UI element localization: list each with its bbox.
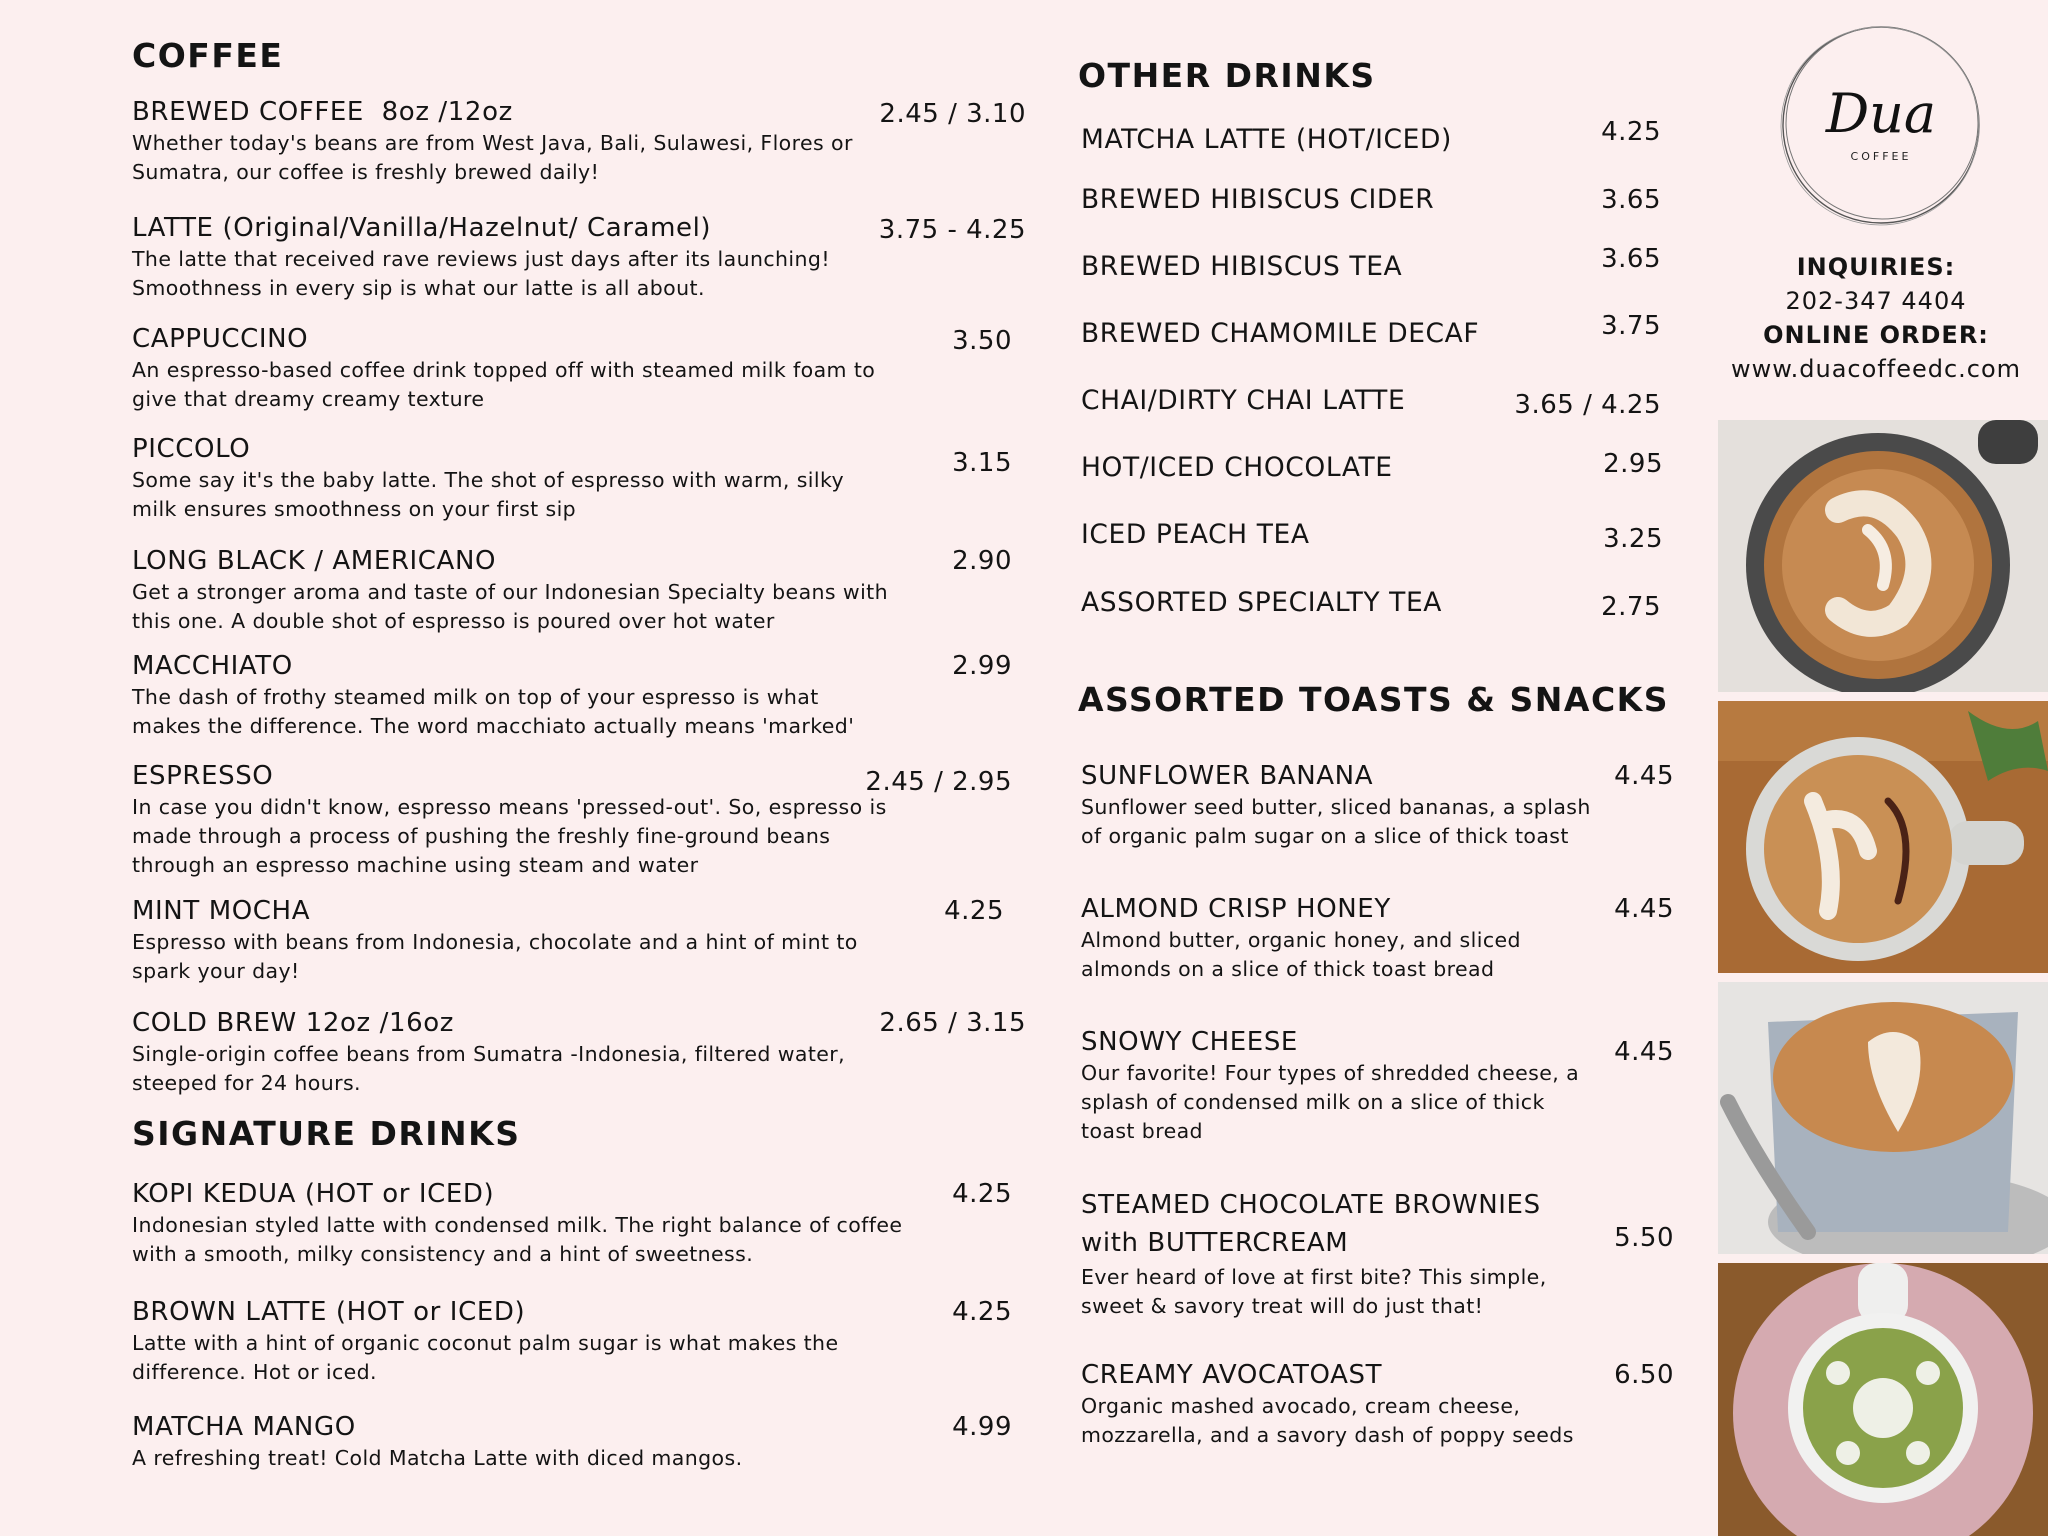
menu-item-hot-iced-chocolate xyxy=(1081,449,1663,484)
item-description: In case you didn't know, espresso means 'pressed-out'. So, espresso is made through a process of pushing the freshly fine-ground beans through an espresso machine using steam and water xyxy=(132,795,887,877)
item-description: A refreshing treat! Cold Matcha Latte with diced mangos. xyxy=(132,1446,743,1470)
other-drinks-section-title: OTHER DRINKS xyxy=(1078,56,1376,95)
item-name: BREWED COFFEE 8oz /12oz xyxy=(132,97,513,127)
item-price: 4.25 xyxy=(944,896,1004,926)
menu-item-matcha-mango xyxy=(132,1411,1026,1473)
item-description: Almond butter, organic honey, and sliced almonds on a slice of thick toast bread xyxy=(1081,928,1521,981)
item-description: The latte that received rave reviews just days after its launching! Smoothness in every sip is what our latte is all about. xyxy=(132,247,830,300)
item-description: Organic mashed avocado, cream cheese, mozzarella, and a savory dash of poppy seeds xyxy=(1081,1394,1574,1447)
menu-item-long-black xyxy=(132,545,1026,636)
website-link[interactable]: www.duacoffeedc.com xyxy=(1730,355,2022,383)
menu-item-chai xyxy=(1081,385,1661,420)
item-name: BREWED HIBISCUS CIDER xyxy=(1081,184,1435,215)
item-name: BREWED CHAMOMILE DECAF xyxy=(1081,318,1480,349)
item-description: Sunflower seed butter, sliced bananas, a splash of organic palm sugar on a slice of thick toast xyxy=(1081,795,1591,848)
item-name: MATCHA LATTE (HOT/ICED) xyxy=(1081,124,1452,155)
item-name: ICED PEACH TEA xyxy=(1081,519,1310,550)
menu-item-specialty-tea xyxy=(1081,587,1661,622)
item-name: HOT/ICED CHOCOLATE xyxy=(1081,452,1393,483)
phone-number[interactable]: 202-347 4404 xyxy=(1785,287,1967,315)
item-name: LATTE (Original/Vanilla/Hazelnut/ Caramel) xyxy=(132,213,712,243)
menu-item-mint-mocha xyxy=(132,895,1026,986)
item-description: Espresso with beans from Indonesia, chocolate and a hint of mint to spark your day! xyxy=(132,930,858,983)
item-description: The dash of frothy steamed milk on top of your espresso is what makes the difference. The word macchiato actually means 'marked' xyxy=(132,685,855,738)
item-price: 3.65 / 4.25 xyxy=(1514,390,1661,420)
latte-art-photo-2 xyxy=(1718,701,2048,973)
menu-item-cold-brew xyxy=(132,1007,1026,1098)
menu-item-brown-latte xyxy=(132,1296,1026,1387)
item-price: 3.25 xyxy=(1603,524,1663,554)
menu-item-chamomile xyxy=(1081,311,1661,350)
menu-item-sunflower-banana xyxy=(1081,760,1674,851)
item-price: 3.65 xyxy=(1601,185,1661,215)
item-description: Single-origin coffee beans from Sumatra -Indonesia, filtered water, steeped for 24 hours. xyxy=(132,1042,846,1095)
item-name: MACCHIATO xyxy=(132,651,293,681)
menu-item-iced-peach-tea xyxy=(1081,519,1663,554)
item-name: COLD BREW 12oz /16oz xyxy=(132,1008,454,1038)
signature-section-title: SIGNATURE DRINKS xyxy=(132,1114,521,1153)
item-name: BREWED HIBISCUS TEA xyxy=(1081,251,1403,282)
logo-subtext: COFFEE xyxy=(1850,150,1912,163)
item-price: 4.25 xyxy=(952,1179,1012,1209)
item-price: 2.65 / 3.15 xyxy=(879,1008,1026,1038)
coffee-section-title: COFFEE xyxy=(132,36,284,75)
item-price: 5.50 xyxy=(1614,1223,1674,1253)
menu-item-chocolate-brownies xyxy=(1081,1186,1674,1321)
item-price: 4.25 xyxy=(1601,117,1661,147)
item-description: Indonesian styled latte with condensed milk. The right balance of coffee with a smooth, milky consistency and a hint of sweetness. xyxy=(132,1213,903,1266)
item-price: 3.15 xyxy=(952,448,1012,478)
item-name: PICCOLO xyxy=(132,434,251,464)
menu-item-hibiscus-tea xyxy=(1081,244,1661,283)
menu-item-piccolo xyxy=(132,433,1026,524)
item-name: CREAMY AVOCATOAST xyxy=(1081,1360,1383,1390)
item-name: KOPI KEDUA (HOT or ICED) xyxy=(132,1179,495,1209)
snacks-section-title: ASSORTED TOASTS & SNACKS xyxy=(1078,680,1670,719)
item-price: 3.65 xyxy=(1601,244,1661,274)
item-price: 2.90 xyxy=(952,546,1012,576)
logo-wordmark: Dua xyxy=(1825,82,1937,145)
item-description: Our favorite! Four types of shredded cheese, a splash of condensed milk on a slice of thick toast bread xyxy=(1081,1061,1580,1143)
item-price: 3.75 - 4.25 xyxy=(878,215,1026,245)
latte-art-photo-3 xyxy=(1718,982,2048,1254)
inquiries-label: INQUIRIES: xyxy=(1796,253,1956,281)
menu-item-matcha-latte xyxy=(1081,117,1661,156)
item-name: MINT MOCHA xyxy=(132,896,311,926)
item-price: 4.45 xyxy=(1614,761,1674,791)
item-description: Some say it's the baby latte. The shot of espresso with warm, silky milk ensures smoothness on your first sip xyxy=(132,468,845,521)
item-name: ESPRESSO xyxy=(132,761,274,791)
item-name: SUNFLOWER BANANA xyxy=(1081,761,1374,791)
item-description: Whether today's beans are from West Java, Bali, Sulawesi, Flores or Sumatra, our coffee is freshly brewed daily! xyxy=(132,131,853,184)
item-name: ASSORTED SPECIALTY TEA xyxy=(1081,587,1443,618)
item-price: 2.45 / 2.95 xyxy=(865,767,1012,797)
item-price: 4.45 xyxy=(1614,1037,1674,1067)
matcha-latte-photo xyxy=(1718,1263,2048,1536)
item-name: BROWN LATTE (HOT or ICED) xyxy=(132,1297,526,1327)
dua-coffee-logo xyxy=(1778,22,1984,228)
menu-item-cappuccino xyxy=(132,323,1026,414)
item-name: CHAI/DIRTY CHAI LATTE xyxy=(1081,385,1406,416)
item-name: STEAMED CHOCOLATE BROWNIES with BUTTERCREAM xyxy=(1081,1190,1541,1258)
menu-item-snowy-cheese xyxy=(1081,1026,1674,1146)
item-description: Ever heard of love at first bite? This simple, sweet & savory treat will do just that! xyxy=(1081,1265,1547,1318)
item-price: 2.99 xyxy=(952,651,1012,681)
item-price: 4.99 xyxy=(952,1412,1012,1442)
item-price: 3.75 xyxy=(1601,311,1661,341)
item-price: 2.75 xyxy=(1601,592,1661,622)
item-description: Latte with a hint of organic coconut palm sugar is what makes the difference. Hot or iced. xyxy=(132,1331,839,1384)
item-name: CAPPUCCINO xyxy=(132,324,309,354)
item-price: 2.45 / 3.10 xyxy=(879,99,1026,129)
item-price: 4.25 xyxy=(952,1297,1012,1327)
item-price: 2.95 xyxy=(1603,449,1663,479)
online-order-label: ONLINE ORDER: xyxy=(1763,321,1989,349)
menu-item-latte xyxy=(132,212,1026,303)
menu-item-almond-crisp-honey xyxy=(1081,893,1674,984)
latte-art-photo-1 xyxy=(1718,420,2048,692)
menu-item-creamy-avocatoast xyxy=(1081,1359,1674,1450)
menu-item-kopi-kedua xyxy=(132,1178,1026,1269)
menu-item-brewed-coffee xyxy=(132,96,1026,187)
menu-item-espresso xyxy=(132,760,1026,880)
contact-block xyxy=(1718,250,2034,386)
item-price: 6.50 xyxy=(1614,1360,1674,1390)
menu-item-macchiato xyxy=(132,650,1026,741)
item-name: ALMOND CRISP HONEY xyxy=(1081,894,1391,924)
menu-item-hibiscus-cider xyxy=(1081,184,1661,216)
item-price: 4.45 xyxy=(1614,894,1674,924)
item-description: Get a stronger aroma and taste of our Indonesian Specialty beans with this one. A double shot of espresso is poured over hot water xyxy=(132,580,889,633)
item-price: 3.50 xyxy=(952,326,1012,356)
item-name: MATCHA MANGO xyxy=(132,1412,356,1442)
item-name: SNOWY CHEESE xyxy=(1081,1027,1298,1057)
item-description: An espresso-based coffee drink topped off with steamed milk foam to give that dreamy creamy texture xyxy=(132,358,876,411)
item-name: LONG BLACK / AMERICANO xyxy=(132,546,497,576)
